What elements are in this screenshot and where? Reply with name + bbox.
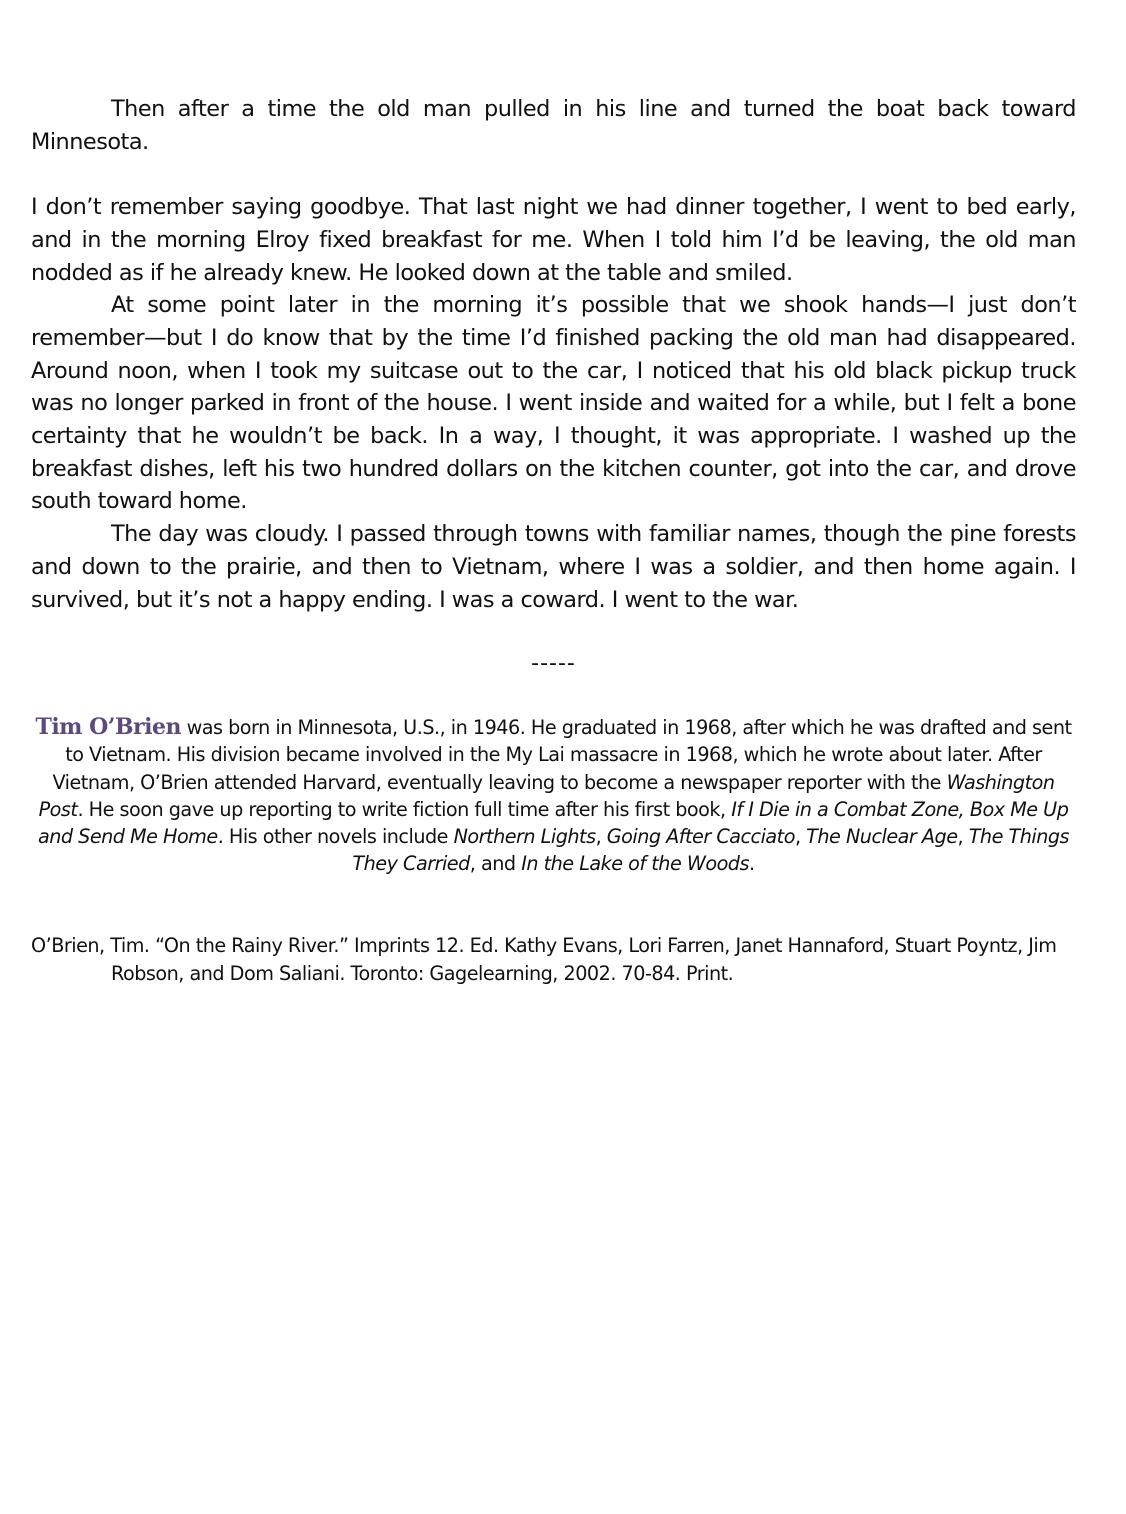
bio-text-8: .	[748, 852, 755, 876]
story-paragraph-3: At some point later in the morning it’s possible that we shook hands—I just don’t remember—but I do know that by the time I’d finished packing the old man had disappeared. Around noon, when I took my suitcase out to the car, I noticed that his old black pickup truck was no longer parked in front of the house. I went inside and waited for a while, but I felt a bone certainty that he wouldn’t be back. In a way, I thought, it was appropriate. I washed up the breakfast dishes, left his two hundred dollars on the kitchen counter, got into the car, and drove south toward home.	[31, 292, 1076, 515]
bio-text-6: ,	[957, 825, 969, 849]
story-paragraph-1: Then after a time the old man pulled in his line and turned the boat back toward Minnesota.	[31, 96, 1076, 155]
author-name: Tim O’Brien	[35, 714, 181, 741]
author-bio	[31, 714, 1076, 877]
bio-title-if-i-die: If I Die in a Combat Zone, Box Me Up and Send Me Home	[37, 797, 1069, 849]
bio-text-1: was born in Minnesota, U.S., in 1946. He graduated in 1968, after which he was drafted and sent to Vietnam. His division became involved in the My Lai massacre in 1968, which he wrote about later. After Vietnam, O’Brien attended Harvard, eventually leaving to become a newspaper reporter with the	[52, 716, 1072, 794]
bio-text-2: . He soon gave up reporting to write fiction full time after his first book,	[77, 797, 732, 821]
bio-title-northern-lights: Northern Lights	[453, 825, 596, 849]
bio-title-going-after-cacciato: Going After Cacciato	[606, 825, 795, 849]
bio-title-nuclear-age: The Nuclear Age	[806, 825, 958, 849]
bio-title-lake-of-the-woods: In the Lake of the Woods	[521, 852, 749, 876]
bio-title-things-they-carried: The Things They Carried	[352, 825, 1070, 876]
story-excerpt	[31, 93, 1076, 616]
bio-text-5: ,	[794, 825, 807, 849]
citation: O’Brien, Tim. “On the Rainy River.” Imprints 12. Ed. Kathy Evans, Lori Farren, Janet Hannaford, Stuart Poyntz, Jim Robson, and Dom Saliani. Toronto: Gagelearning, 2002. 70-84. Print.	[31, 934, 1057, 985]
bio-text-7: , and	[469, 852, 522, 876]
document-page	[31, 93, 1076, 987]
bio-title-washington-post: Washington Post	[38, 770, 1055, 821]
bio-text-3: . His other novels include	[217, 825, 454, 849]
section-divider: -----	[531, 651, 576, 677]
bio-text-4: ,	[595, 825, 607, 849]
story-paragraph-4: The day was cloudy. I passed through towns with familiar names, though the pine forests and down to the prairie, and then to Vietnam, where I was a soldier, and then home again. I survived, but it’s not a happy ending. I was a coward. I went to the war.	[31, 521, 1076, 613]
story-paragraph-2: I don’t remember saying goodbye. That last night we had dinner together, I went to bed early, and in the morning Elroy fixed breakfast for me. When I told him I’d be leaving, the old man nodded as if he already knew. He looked down at the table and smiled.	[31, 194, 1076, 286]
